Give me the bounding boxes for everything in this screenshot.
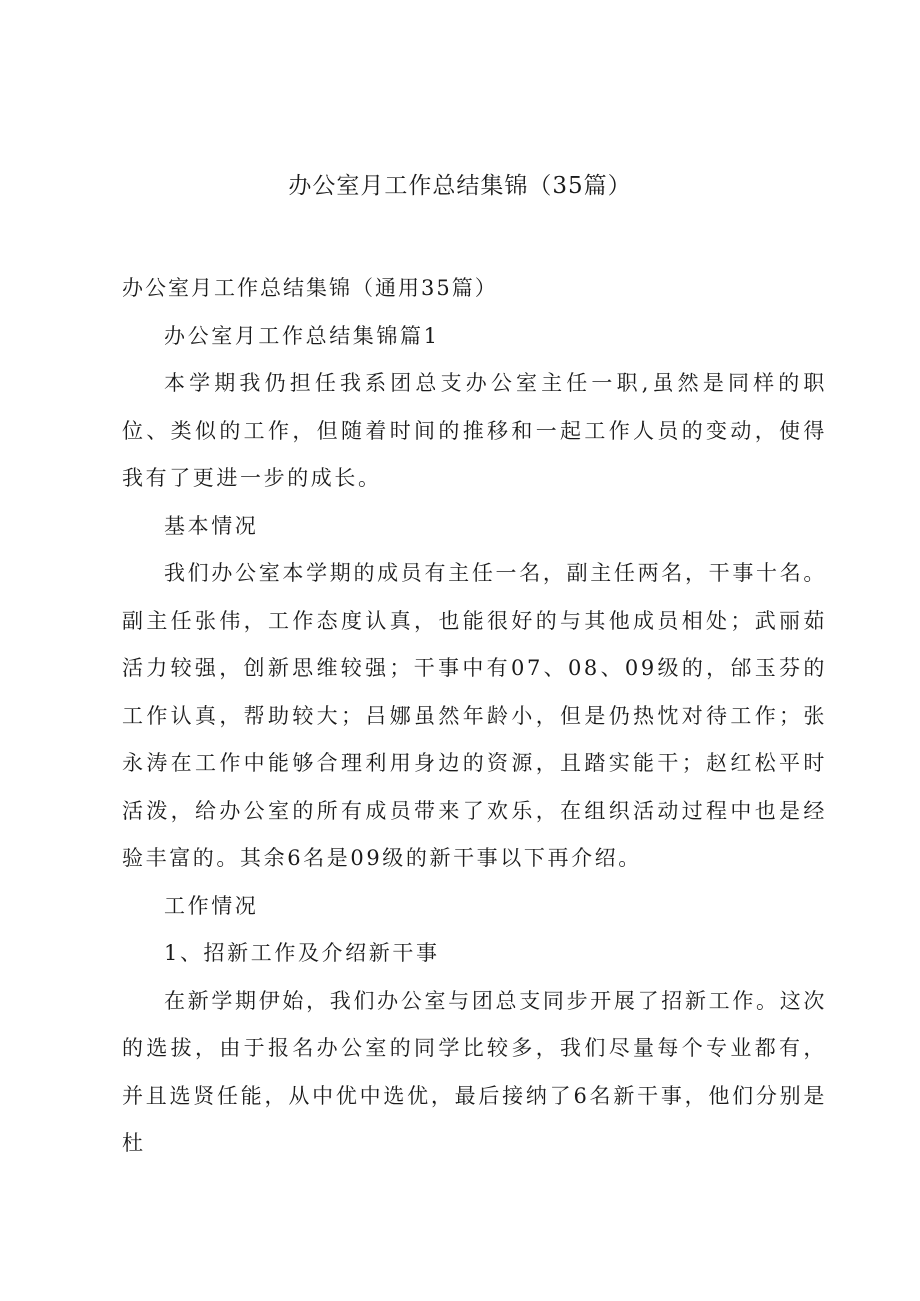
document-subtitle: 办公室月工作总结集锦（通用35篇） bbox=[122, 276, 498, 300]
section-heading: 办公室月工作总结集锦篇1 bbox=[164, 323, 440, 348]
heading-recruitment: 1、招新工作及介绍新干事 bbox=[164, 941, 440, 965]
heading-basic-situation: 基本情况 bbox=[164, 513, 259, 538]
paragraph-members: 我们办公室本学期的成员有主任一名，副主任两名，干事十名。副主任张伟，工作态度认真，也能很好的与其他成员相处；武丽茹活力较强，创新思维较强；干事中有07、08、09级的，邰玉芬的工作认真，帮助较大；吕娜虽然年龄小，但是仍热忱对待工作；张永涛在工作中能够合理利用身边的资源，且踏实能干；赵红松平时活泼，给办公室的所有成员带来了欢乐，在组织活动过程中也是经验丰富的。其余6名是09级的新干事以下再介绍。 bbox=[122, 561, 827, 870]
paragraph-intro: 本学期我仍担任我系团总支办公室主任一职,虽然是同样的职位、类似的工作，但随着时间的推移和一起工作人员的变动，使得我有了更进一步的成长。 bbox=[122, 371, 827, 490]
heading-work-situation: 工作情况 bbox=[164, 893, 259, 918]
document-title: 办公室月工作总结集锦（35篇） bbox=[288, 173, 632, 199]
paragraph-recruitment: 在新学期伊始，我们办公室与团总支同步开展了招新工作。这次的选拔，由于报名办公室的同学比较多，我们尽量每个专业都有，并且选贤任能，从中优中选优，最后接纳了6名新干事，他们分别是杜 bbox=[122, 988, 827, 1155]
document-body bbox=[122, 265, 827, 1168]
